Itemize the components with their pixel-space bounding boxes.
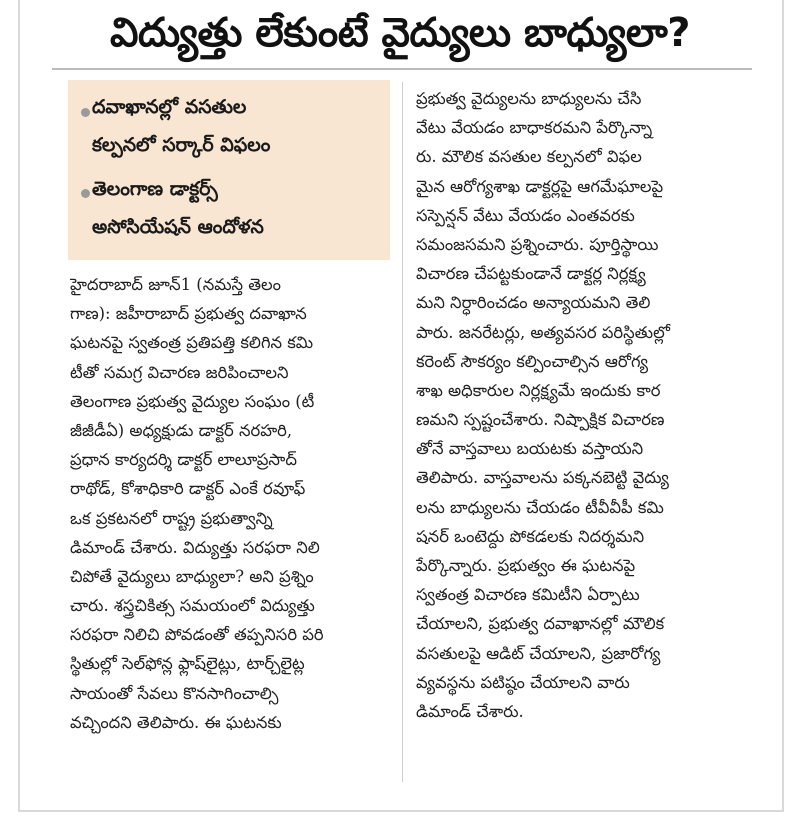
body-text-line: ప్రధాన కార్యదర్శి డాక్టర్ లాలూప్రసాద్ [70,450,297,470]
body-text-line: శాఖ అధికారుల నిర్లక్ష్యమే ఇందుకు కార [416,380,661,400]
body-text-line: చారు. శస్త్రచికిత్స సమయంలో విద్యుత్తు [70,596,315,616]
body-text-line: చిపోతే వైద్యులు బాధ్యులా? అని ప్రశ్నిం [70,566,314,586]
highlight-1-line-2: కల్పనలో సర్కార్ విఫలం [92,134,271,156]
highlight-2-line-1: తెలంగాణ డాక్టర్స్ [92,178,218,200]
body-text-line: వ్యవస్థను పటిష్ఠం చేయాలని వారు [416,672,630,692]
body-text-line: సాయంతో సేవలు కొనసాగించాల్సి [70,683,279,703]
body-text-line: తోనే వాస్తవాలు బయటకు వస్తాయని [416,439,644,459]
body-text-line: సమంజసమని ప్రశ్నించారు. పూర్తిస్థాయి [416,234,659,254]
bullet-icon [81,108,90,117]
body-text-line: వచ్చిందని తెలిపారు. ఈ ఘటనకు [70,712,282,732]
body-text-line: జీజీడీఏ) అధ్యక్షుడు డాక్టర్ నరహరి, [70,420,293,440]
body-text-line: ఒక ప్రకటనలో రాష్ట్ర ప్రభుత్వాన్ని [70,508,273,528]
body-text-line: వసతులపై ఆడిట్ చేయాలని, ప్రజారోగ్య [416,643,661,663]
body-text-line: రాథోడ్, కోశాధికారి డాక్టర్ ఎంకే రవూఫ్ [70,479,306,499]
body-text-line: ప్రభుత్వ వైద్యులను బాధ్యులను చేసి [416,89,642,108]
body-text-line: గాణ): జహీరాబాద్ ప్రభుత్వ దవాఖాన [70,304,307,324]
body-text-line: స్థితుల్లో సెల్‌ఫోన్ల ఫ్లాష్‌లైట్లు, టార్చ్‌లైట్ల [70,654,305,674]
body-text-line: లను బాధ్యులను చేయడం టీవీవీపీ కమి [416,497,664,517]
article-headline: విద్యుత్తు లేకుంటే వైద్యులు బాధ్యులా? [110,10,690,56]
highlight-2-line-2: అసోసియేషన్ ఆందోళన [92,216,264,238]
body-text-line: ణమని స్పష్టంచేశారు. నిష్పాక్షిక విచారణ [416,410,665,430]
body-text-line: విచారణ చేపట్టకుండానే డాక్టర్ల నిర్లక్ష్య [416,264,646,284]
body-text-line: రు. మౌలిక వసతుల కల్పనలో విఫల [416,147,642,167]
body-text-line: సరఫరా నిలిచి పోవడంతో తప్పనిసరి పరి [70,625,324,645]
body-text-line: షనర్ ఒంటెద్దు పోకడలకు నిదర్శమని [416,526,645,546]
body-text-line: పారు. జనరేటర్లు, అత్యవసర పరిస్థితుల్లో [416,322,670,342]
body-text-line: పేర్కొన్నారు. ప్రభుత్వం ఈ ఘటనపై [416,556,636,575]
body-text-line: మైన ఆరోగ్యశాఖ డాక్టర్లపై ఆగమేఘాలపై [416,176,664,196]
body-text-line: తెలిపారు. వాస్తవాలను పక్కనబెట్టి వైద్యు [416,468,669,488]
highlights-box [68,80,390,260]
body-text-line: తెలంగాణ ప్రభుత్వ వైద్యుల సంఘం (టీ [70,391,315,411]
body-text-line: హైదరాబాద్ జూన్1 (నమస్తే తెలం [70,275,281,294]
highlight-1 [92,88,382,164]
body-text-line: డిమాండ్ చేశారు. [416,701,524,721]
body-text-line: స్వతంత్ర విచారణ కమిటీని ఏర్పాటు [416,585,640,605]
body-text-line: కరెంట్ సౌకర్యం కల్పించాల్సిన ఆరోగ్య [416,351,649,371]
body-column-right [416,84,746,726]
body-text-line: సస్పెన్షన్ వేటు వేయడం ఎంతవరకు [416,205,635,225]
body-text-line: ఘటనపై స్వతంత్ర ప్రతిపత్తి కలిగిన కమి [70,333,314,353]
body-column-left [70,270,392,737]
body-text-line: టీతో సమగ్ర విచారణ జరిపించాలని [70,362,289,382]
bullet-icon [81,189,90,198]
body-text-line: మని నిర్ధారించడం అన్యాయమని తెలి [416,293,651,313]
headline-rule [52,68,752,70]
column-divider [402,82,403,782]
body-text-line: డిమాండ్ చేశారు. విద్యుత్తు సరఫరా నిలి [70,537,320,557]
highlight-1-line-1: దవాఖానల్లో వసతుల [92,96,247,118]
body-text-line: వేటు వేయడం బాధాకరమని పేర్కొన్నా [416,118,653,138]
body-text-line: చేయాలని, ప్రభుత్వ దవాఖానల్లో మౌలిక [416,614,665,634]
highlight-2 [92,170,382,246]
